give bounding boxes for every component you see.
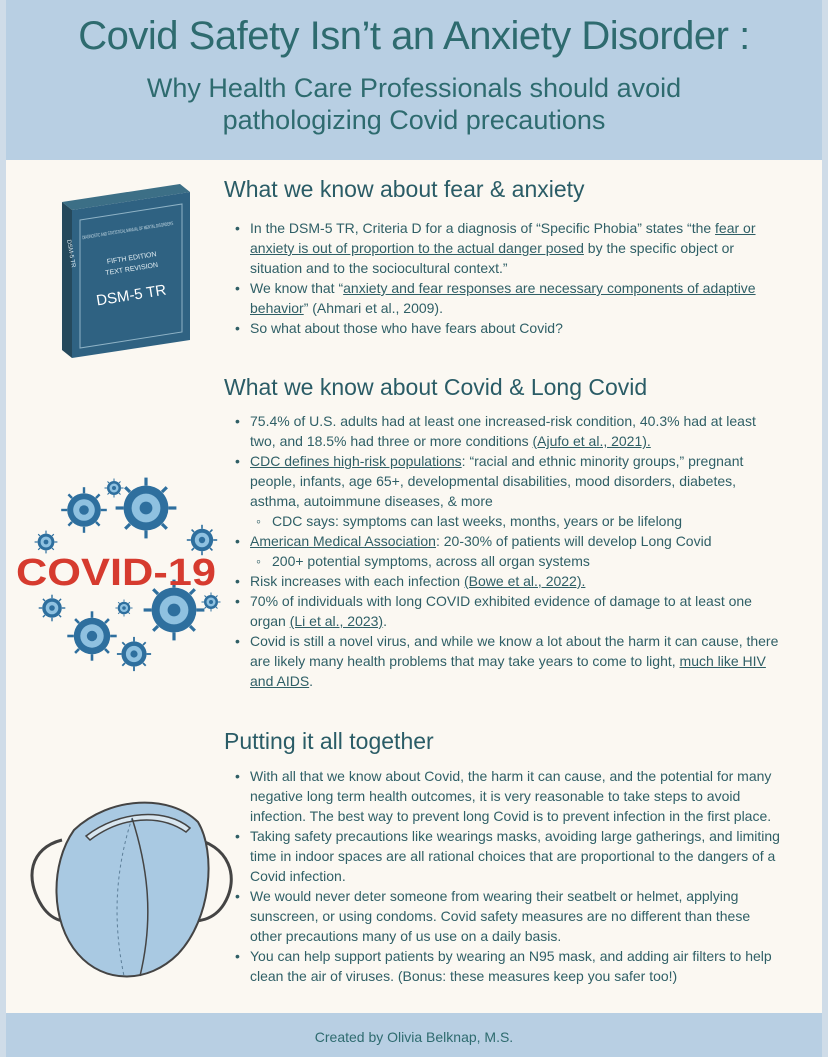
section-fear-anxiety-heading: What we know about fear & anxiety xyxy=(224,176,585,202)
list-item: • American Medical Association: 20-30% of patients will develop Long Covid xyxy=(232,531,780,551)
section-covid-list xyxy=(232,411,780,691)
list-item: • Taking safety precautions like wearings masks, avoiding large gatherings, and limiting time in indoor spaces are all rational choices that are proportional to the dangers of a Covid infection. xyxy=(232,826,780,886)
list-item: • You can help support patients by wearing an N95 mask, and adding air filters to help clean the air of viruses. (Bonus: these measures keep you safer too!) xyxy=(232,946,780,986)
header-banner xyxy=(6,0,822,160)
book-label: DSM-5 TR xyxy=(95,281,168,310)
list-item: • So what about those who have fears about Covid? xyxy=(232,318,772,338)
citation-link[interactable]: anxiety and fear responses are necessary components of adaptive behavior xyxy=(250,280,756,316)
sub-list-item: ◦ CDC says: symptoms can last weeks, months, years or be lifelong xyxy=(232,511,780,531)
book-cover-title: DIAGNOSTIC AND STATISTICAL MANUAL OF MENTAL DISORDERS xyxy=(81,210,239,242)
section-covid-heading: What we know about Covid & Long Covid xyxy=(224,374,648,400)
footer-credit: Created by Olivia Belknap, M.S. xyxy=(314,1029,514,1045)
citation-link[interactable]: (Ajufo et al., 2021). xyxy=(532,433,651,449)
covid-label: COVID-19 xyxy=(16,552,216,594)
dsm5-book-illustration xyxy=(50,180,239,360)
book-spine-text: DSM-5 TR xyxy=(65,239,76,269)
section-summary-list xyxy=(232,766,780,986)
list-item: • 75.4% of U.S. adults had at least one increased-risk condition, 40.3% had at least two, and 18.5% had three or more conditions (Ajufo et al., 2021). xyxy=(232,411,780,451)
citation-link[interactable]: fear or anxiety is out of proportion to the actual danger posed xyxy=(250,220,756,256)
citation-link[interactable]: CDC defines high-risk populations xyxy=(250,453,462,469)
sub-list-item: ◦ 200+ potential symptoms, across all organ systems xyxy=(232,551,780,571)
covid-virus-illustration xyxy=(6,470,226,680)
list-item: • CDC defines high-risk populations: “racial and ethnic minority groups,” pregnant people, infants, age 65+, developmental disabilities, mood disorders, diabetes, asthma, autoimmune diseases, & more xyxy=(232,451,780,511)
poster-page xyxy=(6,0,822,1057)
citation-link[interactable]: (Li et al., 2023) xyxy=(289,613,384,629)
page-title: Covid Safety Isn’t an Anxiety Disorder : xyxy=(78,14,750,58)
citation-link[interactable]: American Medical Association xyxy=(250,533,436,549)
citation-link[interactable]: (Bowe et al., 2022). xyxy=(464,573,586,589)
book-revision: TEXT REVISION xyxy=(104,261,159,278)
list-item: • We would never deter someone from wearing their seatbelt or helmet, applying sunscreen, or using condoms. Covid safety measures are no different than these other precautions many of us use on a daily basis. xyxy=(232,886,780,946)
section-fear-anxiety-list xyxy=(232,218,772,338)
page-subtitle: Why Health Care Professionals should avoid pathologizing Covid precautions xyxy=(146,73,682,135)
book-edition: FIFTH EDITION xyxy=(106,251,158,266)
list-item: • With all that we know about Covid, the harm it can cause, and the potential for many negative long term health outcomes, it is very reasonable to take steps to avoid infection. The best way to prevent long Covid is to prevent infection in the first place. xyxy=(232,766,780,826)
list-item: • We know that “anxiety and fear responses are necessary components of adaptive behavior” (Ahmari et al., 2009). xyxy=(232,278,772,318)
n95-mask-illustration xyxy=(20,778,242,992)
footer-banner xyxy=(6,1013,822,1057)
list-item: • Covid is still a novel virus, and while we know a lot about the harm it can cause, there are likely many health problems that may take years to come to light, much like HIV and AIDS. xyxy=(232,631,780,691)
list-item: • 70% of individuals with long COVID exhibited evidence of damage to at least one organ (Li et al., 2023). xyxy=(232,591,780,631)
list-item: • Risk increases with each infection (Bowe et al., 2022). xyxy=(232,571,780,591)
list-item: • In the DSM-5 TR, Criteria D for a diagnosis of “Specific Phobia” states “the fear or anxiety is out of proportion to the actual danger posed by the specific object or situation and to the sociocultural context.” xyxy=(232,218,772,278)
citation-link[interactable]: much like HIV and AIDS xyxy=(250,653,766,689)
section-summary-heading: Putting it all together xyxy=(224,728,434,754)
